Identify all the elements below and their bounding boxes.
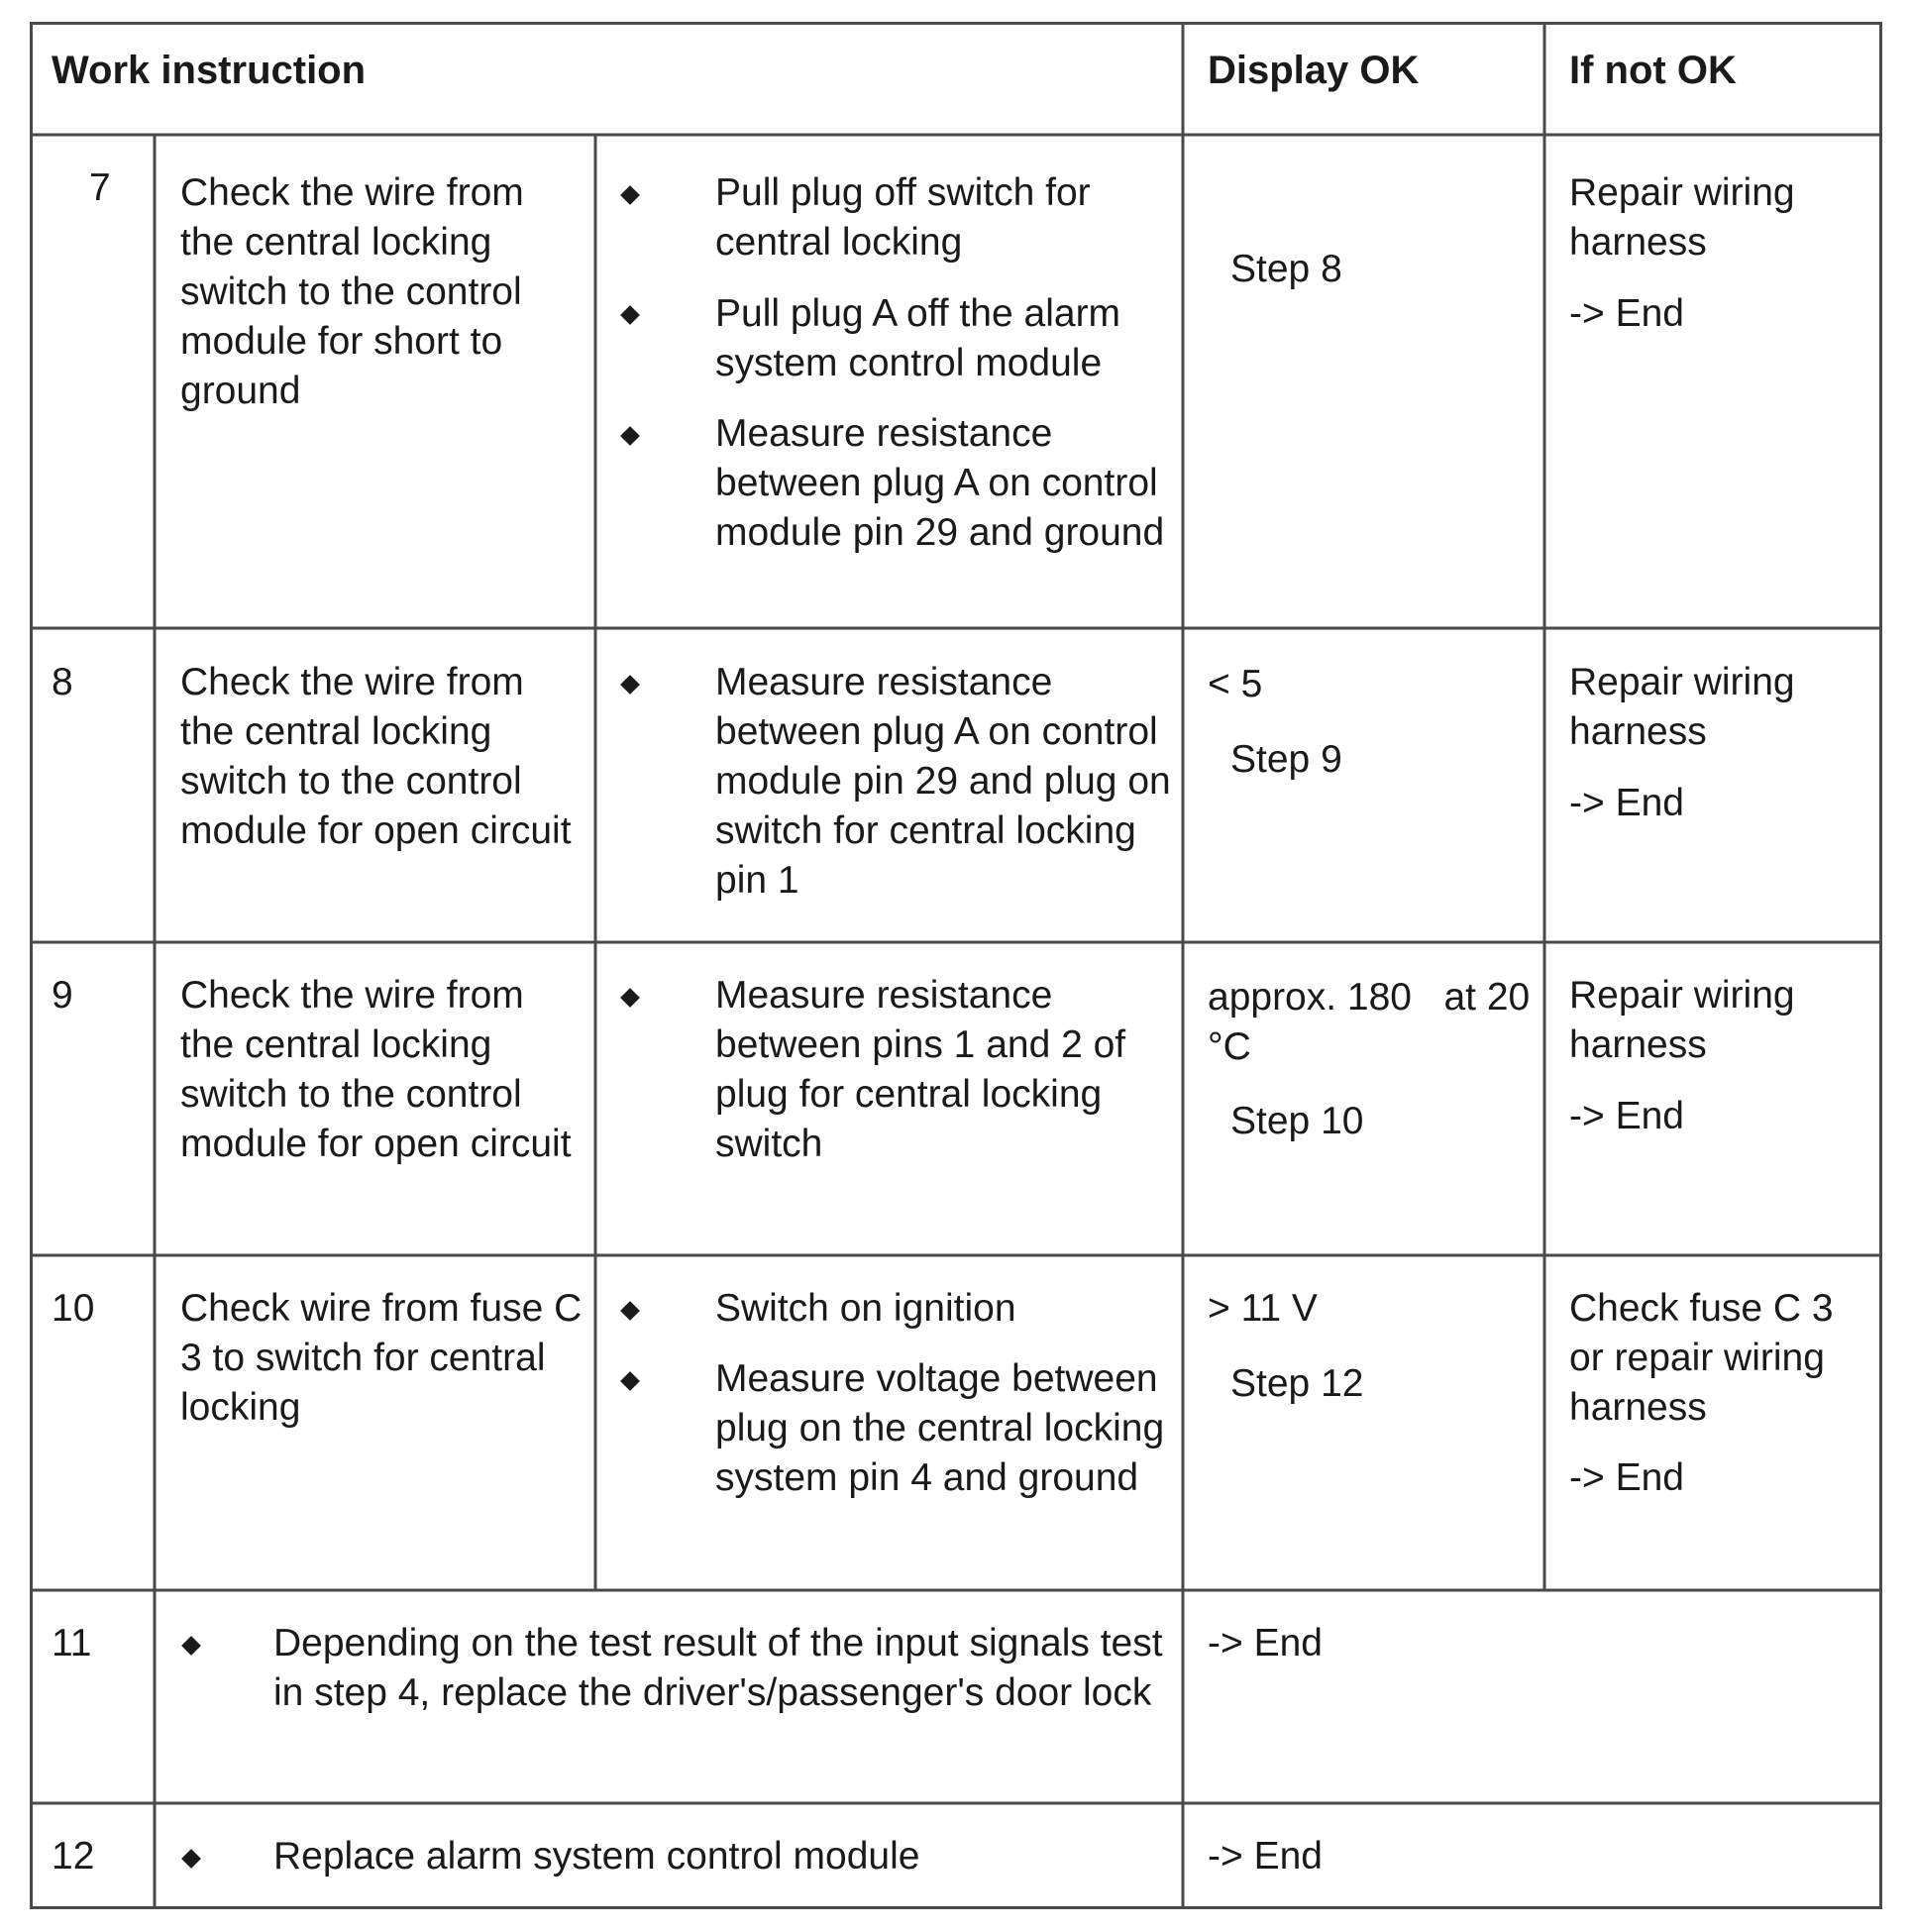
if-not-ok-action: Check fuse C 3 or repair wiring harness (1569, 1287, 1834, 1429)
display-ok-value: -> End (1208, 1622, 1323, 1664)
check-description: Check wire from fuse C 3 to switch for central locking (180, 1287, 583, 1429)
if-not-ok-action: Repair wiring harness (1569, 661, 1795, 753)
check-description: Check the wire from the central locking switch to the control module for open circuit (180, 974, 572, 1165)
header-display-ok: Display OK (1208, 49, 1420, 92)
action-item: Measure resistance between pins 1 and 2 of plug for central locking switch (715, 974, 1126, 1165)
step-number: 10 (52, 1287, 95, 1330)
step-number: 7 (89, 166, 111, 209)
action-item: Pull plug A off the alarm system control module (715, 292, 1121, 384)
display-ok-value: < 5 (1208, 663, 1263, 705)
display-ok-step: Step 9 (1230, 738, 1342, 781)
action-item: Switch on ignition (715, 1287, 1016, 1330)
step-number: 12 (52, 1835, 95, 1878)
if-not-ok-action: Repair wiring harness (1569, 974, 1795, 1066)
check-description: Check the wire from the central locking switch to the control module for short to ground (180, 171, 524, 412)
header-if-not-ok: If not OK (1569, 49, 1737, 92)
if-not-ok-result: -> End (1569, 292, 1684, 335)
action-item: Pull plug off switch for central locking (715, 171, 1091, 264)
display-ok-value: approx. 180 at 20 °C (1208, 976, 1541, 1068)
check-description: Check the wire from the central locking switch to the control module for open circuit (180, 661, 572, 852)
step-number: 11 (52, 1622, 92, 1664)
display-ok-value: > 11 V (1208, 1287, 1318, 1330)
if-not-ok-action: Repair wiring harness (1569, 171, 1795, 264)
display-ok-step: Step 10 (1230, 1100, 1364, 1142)
header-work-instruction: Work instruction (52, 49, 367, 92)
if-not-ok-result: -> End (1569, 782, 1684, 824)
display-ok-step: Step 12 (1230, 1362, 1364, 1405)
action-item: Measure resistance between plug A on control module pin 29 and ground (715, 412, 1165, 554)
action-item: Measure resistance between plug A on control module pin 29 and plug on switch for central locking pin 1 (715, 661, 1171, 902)
if-not-ok-result: -> End (1569, 1456, 1684, 1499)
step-number: 8 (52, 661, 73, 703)
action-item: Replace alarm system control module (273, 1835, 920, 1878)
work-instruction-table (30, 22, 1882, 1909)
if-not-ok-result: -> End (1569, 1095, 1684, 1137)
action-item: Measure voltage between plug on the central locking system pin 4 and ground (715, 1357, 1165, 1499)
display-ok-value: -> End (1208, 1835, 1323, 1878)
action-item: Depending on the test result of the input signals test in step 4, replace the driver's/passenger's door lock (273, 1622, 1163, 1714)
display-ok-value: Step 8 (1230, 248, 1342, 290)
step-number: 9 (52, 974, 73, 1017)
